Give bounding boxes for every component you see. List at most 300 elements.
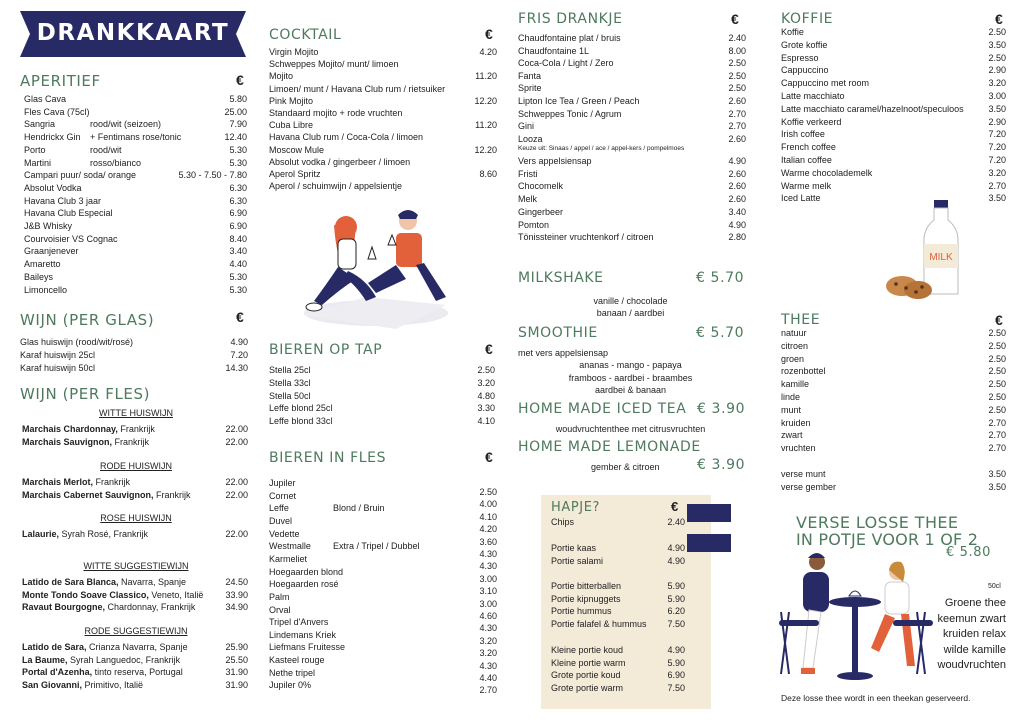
item-price: 2.60 bbox=[728, 133, 746, 144]
verse-footer: Deze losse thee wordt in een theekan geserveerd. bbox=[781, 693, 971, 703]
wine-group-title: RODE HUISWIJN bbox=[100, 461, 172, 471]
item-name: Portie kipnuggets bbox=[551, 593, 621, 604]
item-name: Fanta bbox=[518, 70, 542, 81]
item-price: 25.90 bbox=[225, 642, 248, 652]
beer-price: 3.10 bbox=[479, 586, 497, 597]
item-name: Chaudfontaine plat / bruis bbox=[518, 33, 621, 43]
item-name: Schweppes Mojito/ munt/ limoen bbox=[269, 59, 399, 70]
smoothie-line-2: framboos - aardbei - braambes bbox=[568, 373, 693, 383]
beer-name: Hoegaarden blond bbox=[269, 566, 344, 577]
smoothie-line-1: ananas - mango - papaya bbox=[579, 360, 682, 370]
item-name: Warme chocolademelk bbox=[781, 167, 873, 178]
icedtea-price: € 3.90 bbox=[697, 401, 746, 417]
wine-title: Monte Tondo Soave Classico, bbox=[22, 589, 149, 600]
beer-price: 2.70 bbox=[479, 685, 497, 696]
item-variant: rosso/bianco bbox=[90, 157, 142, 168]
item-price: 2.50 bbox=[988, 328, 1006, 338]
item-name: Latte macchiato caramel/hazelnoot/speculoos bbox=[781, 103, 964, 114]
item-price: 2.60 bbox=[728, 96, 746, 106]
item-name: Portie salami bbox=[551, 555, 604, 566]
item-price: 24.50 bbox=[225, 577, 248, 587]
item-name: Martini bbox=[24, 157, 52, 168]
item-price: 3.50 bbox=[988, 103, 1006, 114]
item-name: J&B Whisky bbox=[24, 221, 73, 231]
item-price: 2.50 bbox=[988, 353, 1006, 364]
item-name: Porto bbox=[24, 144, 46, 155]
wine-origin: Veneto, Italië bbox=[148, 589, 204, 600]
item-name: rozenbottel bbox=[781, 366, 826, 377]
item-name: Aperol / schuimwijn / appelsientje bbox=[269, 181, 403, 192]
wine-title: La Baume, bbox=[22, 654, 68, 665]
item-name: Absolut Vodka bbox=[24, 182, 82, 193]
item-name: Kleine portie warm bbox=[551, 657, 626, 668]
item-price: 3.40 bbox=[728, 206, 746, 217]
item-name: Kleine portie koud bbox=[551, 645, 624, 655]
item-name: Portie kaas bbox=[551, 543, 597, 553]
item-price: 2.90 bbox=[988, 65, 1006, 76]
wine-name bbox=[22, 679, 143, 691]
milkshake-line-2: banaan / aardbei bbox=[596, 308, 665, 318]
item-price: 6.90 bbox=[667, 670, 685, 681]
beer-name: Nethe tripel bbox=[269, 667, 316, 678]
verse-heading-1: VERSE LOSSE THEE bbox=[796, 513, 959, 532]
item-name: Leffe blond 25cl bbox=[269, 403, 333, 414]
euro-icon: € bbox=[995, 312, 1003, 328]
item-name: Italian coffee bbox=[781, 155, 832, 165]
item-price: 22.00 bbox=[225, 529, 248, 539]
wine-title: San Giovanni, bbox=[22, 679, 83, 690]
euro-icon: € bbox=[236, 72, 244, 88]
verse-heading-2: IN POTJE VOOR 1 OF 2 bbox=[796, 530, 979, 549]
wine-origin: tinto reserva, Portugal bbox=[92, 667, 183, 678]
item-price: 4.90 bbox=[728, 219, 746, 230]
item-price: 3.00 bbox=[988, 91, 1006, 101]
beer-name: Orval bbox=[269, 604, 291, 615]
item-name: Chaudfontaine 1L bbox=[518, 45, 590, 56]
wine-group-title: WITTE SUGGESTIEWIJN bbox=[83, 561, 189, 571]
beer-name: Jupiler bbox=[269, 478, 296, 488]
item-name: Looza bbox=[518, 133, 543, 144]
hapje-heading: HAPJE? bbox=[551, 500, 601, 515]
item-name: Grote portie warm bbox=[551, 682, 624, 693]
item-name: Warme melk bbox=[781, 180, 832, 191]
item-price: 8.60 bbox=[479, 169, 497, 179]
item-price: 2.70 bbox=[988, 430, 1006, 441]
item-price: 4.90 bbox=[230, 337, 248, 347]
item-price: 34.90 bbox=[225, 602, 248, 613]
item-price: 3.50 bbox=[988, 193, 1006, 204]
item-variant: rood/wit bbox=[90, 144, 122, 155]
wine-name bbox=[22, 654, 180, 666]
beer-price: 2.50 bbox=[479, 487, 497, 497]
item-name: Mojito bbox=[269, 71, 294, 82]
lemonade-price: € 3.90 bbox=[697, 457, 746, 473]
item-price: 4.20 bbox=[479, 47, 497, 57]
loose-tea-item: woudvruchten bbox=[937, 659, 1006, 671]
item-price: 2.50 bbox=[477, 365, 495, 375]
item-price: 2.50 bbox=[988, 392, 1006, 402]
item-price: 6.20 bbox=[667, 606, 685, 617]
wine-origin: Navarra, Spanje bbox=[118, 577, 187, 587]
smoothie-price: € 5.70 bbox=[696, 325, 745, 341]
item-name: Cappuccino met room bbox=[781, 78, 870, 89]
item-price: 4.90 bbox=[728, 156, 746, 166]
item-price: 11.20 bbox=[475, 71, 497, 82]
item-price: 2.70 bbox=[988, 180, 1006, 191]
item-price: 5.30 - 7.50 - 7.80 bbox=[178, 170, 247, 181]
item-name: kruiden bbox=[781, 417, 811, 428]
beer-name: Liefmans Fruitesse bbox=[269, 642, 346, 653]
thee-heading: THEE bbox=[781, 312, 821, 328]
item-price: 4.90 bbox=[667, 645, 685, 655]
beer-name: Duvel bbox=[269, 515, 293, 526]
item-name: Havana Club Especial bbox=[24, 208, 113, 219]
item-name: Glas huiswijn (rood/wit/rosé) bbox=[20, 337, 134, 347]
item-price: 2.60 bbox=[728, 194, 746, 205]
beer-price: 4.30 bbox=[479, 660, 497, 671]
looza-note: Keuze uit: Sinaas / appel / ace / appel-kers / pompelmoes bbox=[518, 145, 685, 152]
tea-couple-illustration bbox=[775, 548, 935, 688]
couple-illustration bbox=[296, 205, 456, 333]
item-price: 3.20 bbox=[988, 167, 1006, 178]
item-price: 5.90 bbox=[667, 581, 685, 591]
item-name: Irish coffee bbox=[781, 129, 825, 140]
smoothie-note: met vers appelsiensap bbox=[518, 348, 609, 358]
milkshake-line-1: vanille / chocolade bbox=[593, 296, 668, 306]
beer-name: Karmeliet bbox=[269, 553, 308, 564]
item-price: 3.50 bbox=[988, 481, 1006, 492]
item-price: 5.90 bbox=[667, 593, 685, 604]
item-name: Portie hummus bbox=[551, 606, 612, 617]
item-name: Moscow Mule bbox=[269, 144, 325, 155]
item-price: 31.90 bbox=[225, 679, 248, 690]
smoothie-heading: SMOOTHIE bbox=[518, 325, 598, 341]
item-price: 2.80 bbox=[728, 232, 746, 243]
leffe-variants: Blond / Bruin bbox=[333, 503, 385, 513]
item-name: Latte macchiato bbox=[781, 91, 845, 101]
item-name: Stella 33cl bbox=[269, 377, 311, 388]
beer-name: Hoegaarden rosé bbox=[269, 579, 339, 590]
wine-origin: Primitivo, Italië bbox=[82, 679, 144, 690]
item-price: 7.20 bbox=[988, 142, 1006, 153]
item-name: Havana Club rum / Coca-Cola / limoen bbox=[269, 132, 424, 143]
title-banner bbox=[20, 11, 246, 57]
item-price: 4.90 bbox=[667, 555, 685, 566]
item-price: 5.30 bbox=[229, 271, 247, 282]
beer-name: Westmalle bbox=[269, 541, 311, 552]
beer-price: 3.20 bbox=[479, 635, 497, 646]
item-price: 5.30 bbox=[229, 157, 247, 168]
milk-bottle-illustration bbox=[882, 200, 962, 302]
item-name: Limoen/ munt / Havana Club rum / rietsuiker bbox=[269, 83, 446, 94]
aperitief-heading: APERITIEF bbox=[20, 72, 101, 90]
item-name: Koffie bbox=[781, 27, 804, 37]
item-price: 3.40 bbox=[229, 246, 247, 257]
item-price: 3.20 bbox=[988, 78, 1006, 89]
item-price: 7.50 bbox=[667, 618, 685, 629]
icedtea-heading: HOME MADE ICED TEA bbox=[518, 401, 687, 417]
item-price: 2.50 bbox=[728, 70, 746, 81]
item-price: 5.30 bbox=[229, 284, 247, 295]
item-price: 2.50 bbox=[988, 404, 1006, 415]
wine-name bbox=[22, 489, 191, 501]
item-price: 2.70 bbox=[988, 443, 1006, 454]
item-price: 22.00 bbox=[225, 436, 248, 447]
item-price: 7.20 bbox=[230, 350, 248, 361]
flag-decoration bbox=[687, 534, 731, 552]
item-price: 8.00 bbox=[728, 45, 746, 56]
item-price: 2.60 bbox=[728, 168, 746, 179]
item-name: zwart bbox=[781, 430, 803, 441]
item-price: 6.90 bbox=[229, 208, 247, 219]
lemonade-heading: HOME MADE LEMONADE bbox=[518, 439, 701, 455]
wine-name bbox=[22, 666, 183, 678]
item-name: Amaretto bbox=[24, 259, 61, 270]
item-price: 2.50 bbox=[728, 83, 746, 94]
item-name: kamille bbox=[781, 379, 810, 390]
wine-title: Marchais Cabernet Sauvignon, bbox=[22, 489, 154, 500]
wine-title: Portal d'Azenha, bbox=[22, 667, 93, 678]
item-price: 3.50 bbox=[988, 469, 1006, 479]
item-name: Glas Cava bbox=[24, 94, 67, 104]
item-name: Grote koffie bbox=[781, 39, 828, 50]
loose-tea-item: wilde kamille bbox=[943, 643, 1006, 656]
koffie-heading: KOFFIE bbox=[781, 11, 834, 27]
loose-tea-item: kruiden relax bbox=[943, 628, 1006, 640]
item-price: 25.50 bbox=[225, 654, 248, 665]
wine-origin: Frankrijk bbox=[93, 477, 131, 487]
cocktail-heading: COCKTAIL bbox=[269, 27, 342, 43]
item-price: 5.30 bbox=[229, 144, 247, 155]
wine-title: Marchais Chardonnay, bbox=[22, 424, 118, 434]
beer-price: 4.10 bbox=[479, 511, 497, 522]
wine-group-title: WITTE HUISWIJN bbox=[99, 408, 173, 418]
item-name: Chocomelk bbox=[518, 181, 564, 192]
item-name: Hendrickx Gin bbox=[24, 132, 81, 143]
fris-heading: FRIS DRANKJE bbox=[518, 11, 623, 27]
item-price: 5.90 bbox=[667, 657, 685, 668]
item-name: Havana Club 3 jaar bbox=[24, 195, 102, 206]
item-price: 4.40 bbox=[229, 259, 247, 270]
euro-icon: € bbox=[671, 499, 679, 514]
item-name: Stella 50cl bbox=[269, 390, 311, 401]
item-name: Leffe blond 33cl bbox=[269, 416, 333, 427]
beer-name: Cornet bbox=[269, 490, 297, 501]
item-name: Courvoisier VS Cognac bbox=[24, 233, 118, 244]
item-name: Koffie verkeerd bbox=[781, 116, 842, 127]
bieren-fles-heading: BIEREN IN FLES bbox=[269, 450, 387, 466]
item-name: Limoncello bbox=[24, 284, 68, 295]
westmalle-variants: Extra / Tripel / Dubbel bbox=[333, 541, 420, 551]
item-price: 11.20 bbox=[475, 120, 497, 131]
flag-decoration bbox=[687, 504, 731, 522]
euro-icon: € bbox=[485, 341, 493, 357]
item-name: Stella 25cl bbox=[269, 365, 311, 375]
item-price: 4.90 bbox=[667, 543, 685, 553]
item-name: Pink Mojito bbox=[269, 95, 314, 106]
item-name: Gini bbox=[518, 121, 535, 132]
item-price: 2.60 bbox=[728, 181, 746, 192]
item-price: 31.90 bbox=[225, 667, 248, 678]
item-price: 2.40 bbox=[667, 517, 685, 527]
beer-price: 4.40 bbox=[479, 673, 497, 683]
item-name: Absolut vodka / gingerbeer / limoen bbox=[269, 156, 411, 167]
smoothie-line-3: aardbei & banaan bbox=[594, 385, 667, 395]
item-name: groen bbox=[781, 353, 805, 364]
item-price: 3.20 bbox=[477, 377, 495, 388]
loose-tea-item: Groene thee bbox=[944, 597, 1006, 609]
wine-group-title: ROSE HUISWIJN bbox=[100, 513, 172, 523]
icedtea-line: woudvruchtenthee met citrusvruchten bbox=[555, 424, 706, 434]
euro-icon: € bbox=[485, 449, 493, 465]
item-price: 6.30 bbox=[229, 195, 247, 206]
item-price: 7.50 bbox=[667, 682, 685, 693]
item-price: 8.40 bbox=[229, 233, 247, 244]
item-name: Lipton Ice Tea / Green / Peach bbox=[518, 96, 640, 106]
beer-price: 4.30 bbox=[479, 549, 497, 559]
item-name: Aperol Spritz bbox=[269, 169, 321, 179]
item-name: Campari puur/ soda/ orange bbox=[24, 170, 137, 181]
wine-origin: Frankrijk bbox=[112, 436, 150, 447]
wine-origin: Crianza Navarra, Spanje bbox=[86, 642, 188, 652]
item-name: munt bbox=[781, 404, 802, 415]
wine-title: Latido de Sara, bbox=[22, 642, 87, 652]
beer-price: 3.00 bbox=[479, 598, 497, 609]
item-name: Cuba Libre bbox=[269, 120, 314, 131]
item-price: 12.20 bbox=[474, 144, 497, 155]
beer-price: 4.00 bbox=[479, 499, 497, 510]
item-name: Portie bitterballen bbox=[551, 581, 622, 591]
item-price: 14.30 bbox=[225, 363, 248, 374]
item-name: linde bbox=[781, 392, 801, 402]
milkshake-price: € 5.70 bbox=[696, 270, 745, 286]
wijn-glas-heading: WIJN (PER GLAS) bbox=[20, 311, 155, 329]
item-price: 2.50 bbox=[988, 27, 1006, 37]
euro-icon: € bbox=[995, 11, 1003, 27]
item-name: Fristi bbox=[518, 168, 538, 179]
item-price: 2.70 bbox=[728, 108, 746, 119]
item-name: Grote portie koud bbox=[551, 670, 621, 681]
item-price: 22.00 bbox=[225, 477, 248, 487]
wine-group-title: RODE SUGGESTIEWIJN bbox=[84, 626, 188, 636]
item-name: Tönissteiner vruchtenkorf / citroen bbox=[518, 232, 654, 243]
item-name: Schweppes Tonic / Agrum bbox=[518, 108, 622, 119]
item-name: Coca-Cola / Light / Zero bbox=[518, 58, 614, 69]
item-price: 7.20 bbox=[988, 129, 1006, 140]
item-price: 2.50 bbox=[988, 52, 1006, 63]
wine-name bbox=[22, 576, 186, 588]
beer-name: Kasteel rouge bbox=[269, 655, 325, 666]
item-name: Iced Latte bbox=[781, 193, 821, 204]
wine-origin: Chardonnay, Frankrijk bbox=[105, 602, 196, 613]
item-name: Espresso bbox=[781, 52, 819, 63]
item-variant: rood/wit (seizoen) bbox=[90, 119, 162, 130]
item-price: 4.80 bbox=[477, 390, 495, 401]
wine-name bbox=[22, 476, 130, 488]
item-name: Baileys bbox=[24, 271, 54, 282]
item-price: 2.50 bbox=[728, 58, 746, 69]
wine-name bbox=[22, 423, 155, 435]
lemonade-line: gember & citroen bbox=[591, 462, 660, 472]
wine-origin: Syrah Rosé, Frankrijk bbox=[59, 529, 149, 539]
wine-origin: Frankrijk bbox=[153, 489, 191, 500]
item-name: Graanjenever bbox=[24, 246, 79, 257]
beer-price: 3.20 bbox=[479, 648, 497, 659]
wine-title: Marchais Sauvignon, bbox=[22, 436, 113, 447]
beer-name: Vedette bbox=[269, 528, 300, 539]
item-price: 2.50 bbox=[988, 366, 1006, 377]
beer-name: Lindemans Kriek bbox=[269, 629, 337, 640]
item-name: Vers appelsiensap bbox=[518, 156, 592, 166]
item-name: French coffee bbox=[781, 142, 836, 153]
beer-price: 3.60 bbox=[479, 536, 497, 547]
item-price: 6.30 bbox=[229, 182, 247, 193]
verse-size: 50cl bbox=[988, 583, 1001, 590]
item-price: 2.90 bbox=[988, 116, 1006, 127]
item-price: 2.40 bbox=[728, 33, 746, 43]
beer-price: 4.20 bbox=[479, 524, 497, 535]
item-price: 5.80 bbox=[229, 94, 247, 104]
beer-price: 3.00 bbox=[479, 573, 497, 584]
beer-price: 4.30 bbox=[479, 623, 497, 634]
wine-name bbox=[22, 436, 149, 448]
item-name: Cappuccino bbox=[781, 65, 829, 76]
item-price: 2.50 bbox=[988, 379, 1006, 390]
item-price: 2.70 bbox=[728, 121, 746, 132]
wijn-fles-heading: WIJN (PER FLES) bbox=[20, 385, 151, 403]
wine-name bbox=[22, 641, 188, 653]
item-price: 4.10 bbox=[477, 416, 495, 427]
beer-name: Jupiler 0% bbox=[269, 680, 312, 691]
item-price: 7.90 bbox=[229, 119, 247, 130]
item-price: 22.00 bbox=[225, 489, 248, 500]
milkshake-heading: MILKSHAKE bbox=[518, 270, 604, 286]
beer-price: 4.30 bbox=[479, 561, 497, 572]
beer-price: 4.60 bbox=[479, 611, 497, 621]
item-name: Melk bbox=[518, 194, 538, 205]
wine-origin: Frankrijk bbox=[117, 424, 155, 434]
item-name: citroen bbox=[781, 340, 809, 351]
item-price: 3.30 bbox=[477, 403, 495, 414]
item-price: 6.90 bbox=[229, 221, 247, 231]
loose-tea-item: keemun zwart bbox=[937, 612, 1006, 625]
euro-icon: € bbox=[485, 26, 493, 42]
item-variant: + Fentimans rose/tonic bbox=[90, 132, 182, 143]
beer-name: Tripel d'Anvers bbox=[269, 617, 329, 628]
item-price: 22.00 bbox=[225, 424, 248, 434]
item-name: Chips bbox=[551, 517, 575, 527]
beer-name: Palm bbox=[269, 591, 290, 602]
item-name: verse gember bbox=[781, 481, 837, 492]
euro-icon: € bbox=[236, 309, 244, 325]
item-price: 7.20 bbox=[988, 155, 1006, 165]
item-name: Gingerbeer bbox=[518, 206, 564, 217]
verse-price: € 5.80 bbox=[946, 545, 991, 560]
wine-name bbox=[22, 528, 148, 540]
wine-origin: Syrah Languedoc, Frankrijk bbox=[67, 654, 181, 665]
item-name: Sangria bbox=[24, 119, 56, 130]
item-price: 25.00 bbox=[224, 106, 247, 117]
item-name: vruchten bbox=[781, 443, 816, 454]
item-name: Karaf huiswijn 25cl bbox=[20, 350, 96, 361]
beer-name: Leffe bbox=[269, 503, 289, 514]
item-name: Pomton bbox=[518, 219, 550, 230]
euro-icon: € bbox=[731, 11, 739, 27]
wine-name bbox=[22, 601, 195, 613]
page-title: DRANKKAART bbox=[36, 20, 230, 46]
item-price: 12.20 bbox=[474, 95, 497, 106]
item-name: Virgin Mojito bbox=[269, 47, 319, 57]
